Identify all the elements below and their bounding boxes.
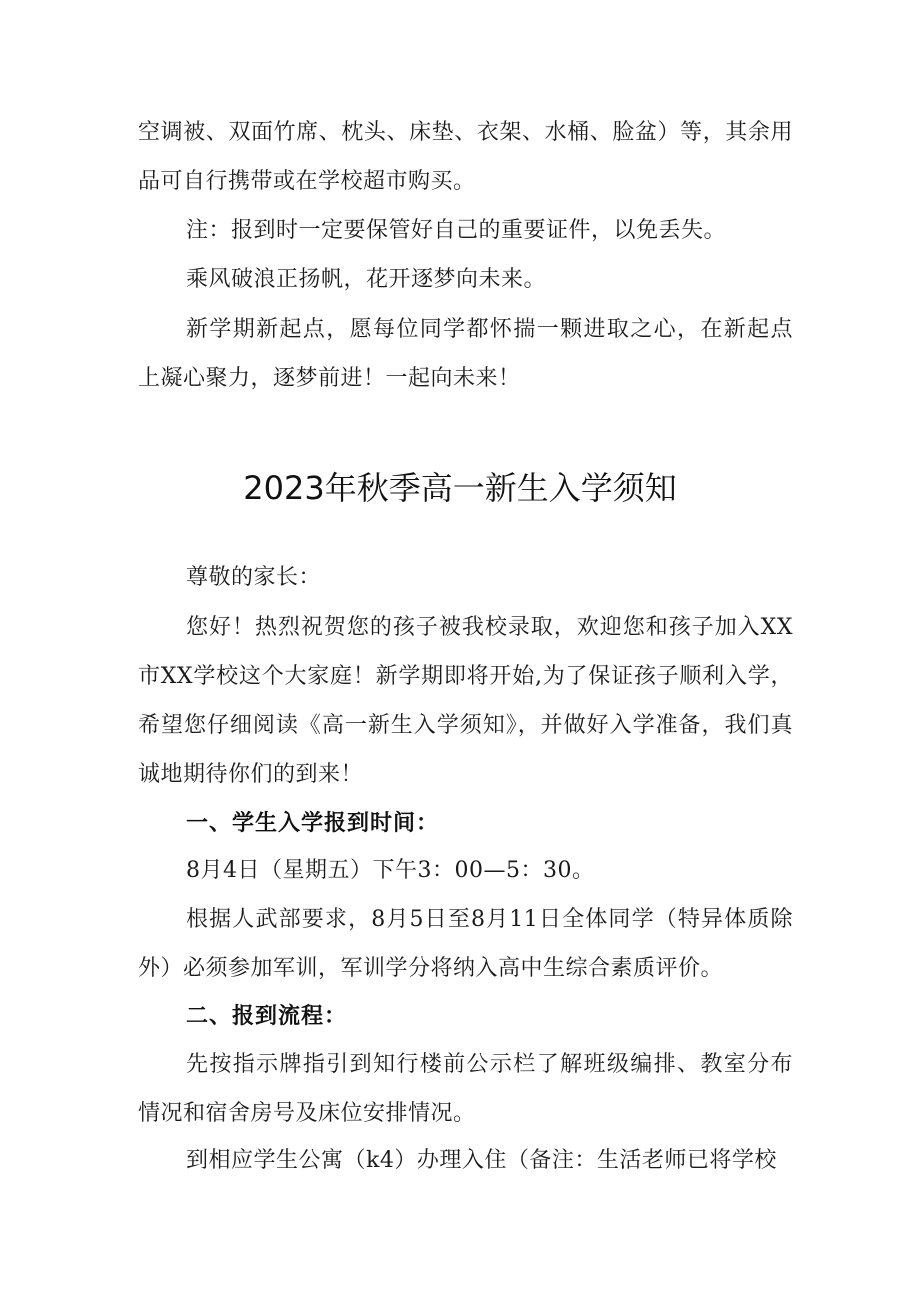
registration-time: 8月4日（星期五）下午3：00—5：30。 bbox=[186, 858, 595, 883]
continuation-paragraph: 空调被、双面竹席、枕头、床垫、衣架、水桶、脸盆）等，其余用品可自行携带或在学校超市购买。 bbox=[138, 120, 793, 194]
military-training-paragraph: 根据人武部要求，8月5日至8月11日全体同学（特异体质除外）必须参加军训，军训学分将纳入高中生综合素质评价。 bbox=[138, 907, 793, 981]
wish-paragraph: 新学期新起点，愿每位同学都怀揣一颗进取之心，在新起点上凝心聚力，逐梦前进！一起向未来！ bbox=[138, 317, 793, 391]
document-title: 2023年秋季高一新生入学须知 bbox=[243, 469, 677, 507]
section-heading-time: 一、学生入学报到时间： bbox=[186, 811, 440, 836]
section-heading-process: 二、报到流程： bbox=[186, 1004, 348, 1029]
note-paragraph: 注：报到时一定要保管好自己的重要证件，以免丢失。 bbox=[186, 218, 727, 243]
process-step-1: 先按指示牌指引到知行楼前公示栏了解班级编排、教室分布情况和宿舍房号及床位安排情况。 bbox=[138, 1052, 793, 1126]
process-step-2: 到相应学生公寓（k4）办理入住（备注：生活老师已将学校 bbox=[186, 1148, 777, 1173]
salutation: 尊敬的家长： bbox=[186, 565, 322, 590]
slogan-paragraph: 乘风破浪正扬帆，花开逐梦向未来。 bbox=[186, 267, 547, 292]
intro-paragraph: 您好！热烈祝贺您的孩子被我校录取，欢迎您和孩子加入XX市XX学校这个大家庭！新学期即将开始,为了保证孩子顺利入学，希望您仔细阅读《高一新生入学须知》，并做好入学准备，我们真诚地期待你们的到来！ bbox=[138, 615, 793, 787]
